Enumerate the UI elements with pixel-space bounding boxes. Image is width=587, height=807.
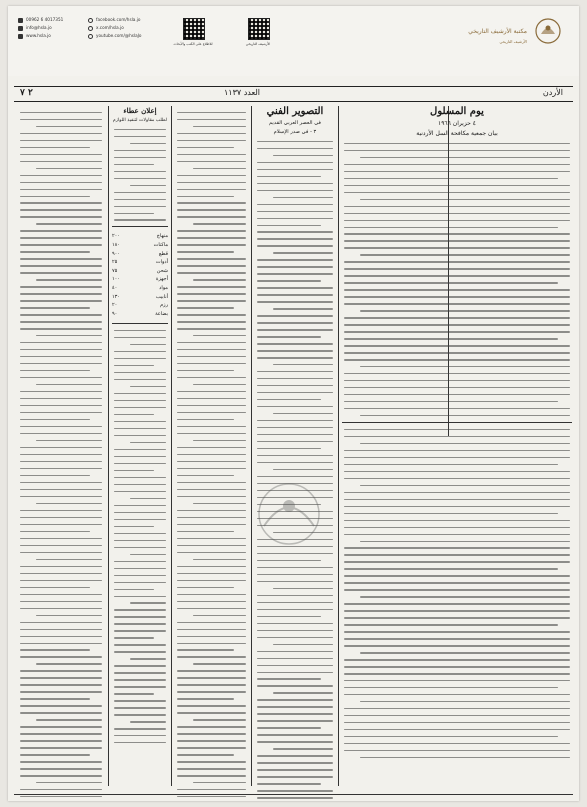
newspaper-header bbox=[14, 86, 573, 102]
tender-item-label: قطع bbox=[158, 250, 168, 257]
page-number: ٢ ٧ bbox=[20, 88, 33, 98]
article-body bbox=[175, 112, 248, 801]
qr-code-icon[interactable] bbox=[248, 18, 270, 40]
column-divider bbox=[108, 106, 109, 786]
tender-notice bbox=[112, 106, 168, 749]
tender-subtitle: لطلب مقاولات لتنفيذ اللوازم bbox=[112, 118, 168, 123]
social-youtube[interactable]: youtube.com/@hslaJo bbox=[88, 32, 141, 40]
contact-block bbox=[18, 16, 63, 40]
archive-logo-icon bbox=[533, 16, 563, 46]
contact-phone: 00962 6 4017351 bbox=[18, 16, 63, 24]
column-divider bbox=[338, 106, 339, 786]
tender-intro bbox=[112, 129, 168, 221]
article-part: ٣ - في صدر الإسلام bbox=[273, 129, 317, 135]
tender-item bbox=[112, 310, 168, 319]
social-twitter[interactable]: x.com/hsla.jo bbox=[88, 24, 141, 32]
social-links bbox=[88, 16, 141, 40]
article-tb-day bbox=[342, 106, 572, 764]
tender-item-label: رزم bbox=[160, 302, 168, 309]
tender-item bbox=[112, 258, 168, 267]
issue-number: العدد ١١٣٧ bbox=[224, 88, 261, 97]
tender-item-number: ٢٥ bbox=[112, 259, 118, 266]
archive-watermark-icon bbox=[234, 474, 344, 554]
column-divider bbox=[251, 106, 252, 786]
archive-logo-block bbox=[415, 14, 565, 56]
tender-item-label: أنابيب bbox=[155, 293, 168, 300]
x-icon bbox=[88, 26, 93, 31]
tender-item-number: ١٠٠ bbox=[112, 276, 121, 283]
contact-web: www.hsla.jo bbox=[18, 32, 63, 40]
archive-subtitle: الأرشيف التاريخي bbox=[499, 39, 527, 44]
article-title: التصوير الفني bbox=[266, 106, 324, 117]
article-body bbox=[255, 141, 335, 801]
tender-footer-text bbox=[112, 330, 168, 743]
tender-item-number: ١٨٠ bbox=[112, 242, 121, 249]
article-subtitle: في العصر العربي القديم bbox=[268, 120, 322, 126]
page-bottom-rule bbox=[14, 794, 573, 795]
column-divider bbox=[171, 106, 172, 786]
tender-item-label: بضاعة bbox=[155, 310, 168, 317]
tender-item-number: ٢٠ bbox=[112, 302, 118, 309]
article-subtitle: بيان جمعية مكافحة السل الأردنية bbox=[416, 130, 498, 137]
contact-email: info@hsla.jo bbox=[18, 24, 63, 32]
paper-name: الأردن bbox=[542, 88, 563, 97]
social-facebook[interactable]: facebook.com/hsla.jo bbox=[88, 16, 141, 24]
qr-code-icon[interactable] bbox=[183, 18, 205, 40]
tender-item bbox=[112, 250, 168, 259]
archive-name: مكتبة الأرشيف التاريخي bbox=[468, 28, 527, 35]
youtube-icon bbox=[88, 34, 93, 39]
tender-item bbox=[112, 241, 168, 250]
document-page bbox=[8, 6, 579, 801]
tender-item-label: أدوات bbox=[155, 259, 168, 266]
tender-item bbox=[112, 267, 168, 276]
tender-item bbox=[112, 275, 168, 284]
tender-item-label: ماكنات bbox=[153, 242, 168, 249]
article-title: يوم المسلول bbox=[430, 106, 484, 117]
qr-label: الأرشيف التاريخي bbox=[245, 42, 271, 46]
facebook-icon bbox=[88, 18, 93, 23]
article-body bbox=[342, 143, 572, 417]
article-date: ٤ حزيران ١٩٦٦ bbox=[437, 120, 476, 127]
tender-item bbox=[112, 232, 168, 241]
tender-item-number: ٢٠٠ bbox=[112, 233, 121, 240]
tender-item-number: ٧٥ bbox=[112, 267, 118, 274]
tender-item bbox=[112, 284, 168, 293]
tender-item-label: منهاج bbox=[156, 233, 168, 240]
tender-item-label: أجهزة bbox=[155, 276, 168, 283]
tender-item-number: ٩٠٠ bbox=[112, 250, 121, 257]
tender-title: إعلان عطاء bbox=[123, 106, 157, 115]
article-art bbox=[255, 106, 335, 801]
article-body-lower bbox=[342, 429, 572, 759]
mail-icon bbox=[18, 26, 23, 31]
tender-item bbox=[112, 301, 168, 310]
archive-header-bar bbox=[8, 6, 579, 64]
article-column bbox=[175, 106, 248, 801]
newspaper-sheet bbox=[8, 76, 579, 801]
tender-item-number: ١٣٠ bbox=[112, 293, 121, 300]
globe-icon bbox=[18, 34, 23, 39]
qr-label: للاطلاع على الكتب والأبحاث bbox=[173, 42, 213, 46]
tender-item-number: ٤٠ bbox=[112, 285, 118, 292]
article-body bbox=[18, 112, 104, 801]
tender-item bbox=[112, 293, 168, 302]
article-far-left bbox=[18, 106, 104, 801]
tender-item-number: ٩٠ bbox=[112, 310, 118, 317]
phone-icon bbox=[18, 18, 23, 23]
tender-items-list bbox=[112, 232, 168, 318]
tender-item-label: مواد bbox=[159, 285, 168, 292]
tender-item-label: شحن bbox=[156, 267, 168, 274]
